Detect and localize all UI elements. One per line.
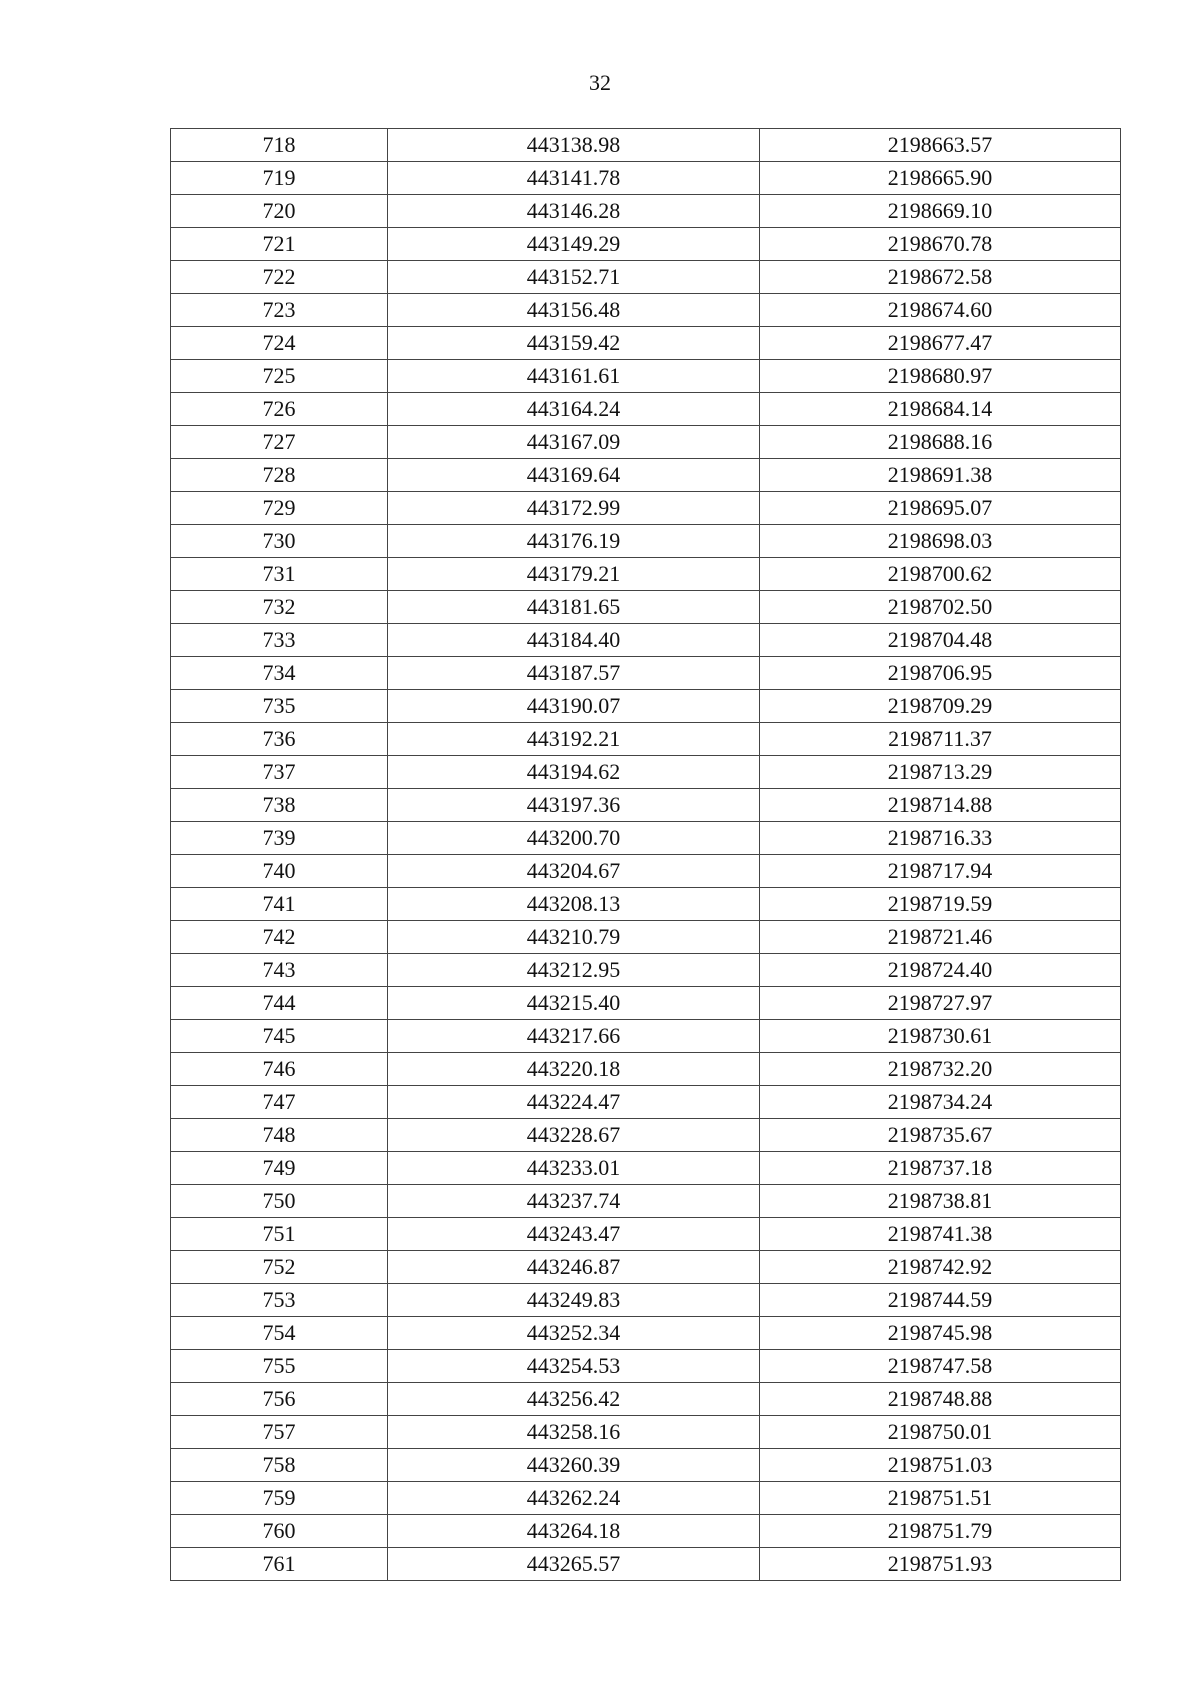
table-row — [171, 657, 1121, 690]
x-coordinate-cell: 443181.65 — [388, 591, 760, 624]
x-coordinate-cell: 443220.18 — [388, 1053, 760, 1086]
y-coordinate-cell: 2198748.88 — [760, 1383, 1121, 1416]
y-coordinate-cell: 2198716.33 — [760, 822, 1121, 855]
table-row — [171, 1086, 1121, 1119]
x-coordinate-cell: 443228.67 — [388, 1119, 760, 1152]
point-number-cell: 750 — [171, 1185, 388, 1218]
table-row — [171, 459, 1121, 492]
point-number-cell: 757 — [171, 1416, 388, 1449]
point-number-cell: 751 — [171, 1218, 388, 1251]
y-coordinate-cell: 2198677.47 — [760, 327, 1121, 360]
point-number-cell: 734 — [171, 657, 388, 690]
y-coordinate-cell: 2198670.78 — [760, 228, 1121, 261]
x-coordinate-cell: 443146.28 — [388, 195, 760, 228]
point-number-cell: 719 — [171, 162, 388, 195]
table-row — [171, 1317, 1121, 1350]
x-coordinate-cell: 443141.78 — [388, 162, 760, 195]
point-number-cell: 754 — [171, 1317, 388, 1350]
table-row — [171, 1053, 1121, 1086]
point-number-cell: 740 — [171, 855, 388, 888]
point-number-cell: 735 — [171, 690, 388, 723]
point-number-cell: 742 — [171, 921, 388, 954]
x-coordinate-cell: 443156.48 — [388, 294, 760, 327]
point-number-cell: 756 — [171, 1383, 388, 1416]
y-coordinate-cell: 2198735.67 — [760, 1119, 1121, 1152]
y-coordinate-cell: 2198717.94 — [760, 855, 1121, 888]
point-number-cell: 723 — [171, 294, 388, 327]
point-number-cell: 744 — [171, 987, 388, 1020]
point-number-cell: 720 — [171, 195, 388, 228]
x-coordinate-cell: 443210.79 — [388, 921, 760, 954]
y-coordinate-cell: 2198695.07 — [760, 492, 1121, 525]
y-coordinate-cell: 2198691.38 — [760, 459, 1121, 492]
y-coordinate-cell: 2198745.98 — [760, 1317, 1121, 1350]
point-number-cell: 733 — [171, 624, 388, 657]
y-coordinate-cell: 2198680.97 — [760, 360, 1121, 393]
x-coordinate-cell: 443212.95 — [388, 954, 760, 987]
x-coordinate-cell: 443194.62 — [388, 756, 760, 789]
point-number-cell: 759 — [171, 1482, 388, 1515]
x-coordinate-cell: 443167.09 — [388, 426, 760, 459]
table-row — [171, 327, 1121, 360]
y-coordinate-cell: 2198684.14 — [760, 393, 1121, 426]
x-coordinate-cell: 443260.39 — [388, 1449, 760, 1482]
x-coordinate-cell: 443249.83 — [388, 1284, 760, 1317]
x-coordinate-cell: 443176.19 — [388, 525, 760, 558]
table-row — [171, 1119, 1121, 1152]
x-coordinate-cell: 443149.29 — [388, 228, 760, 261]
table-row — [171, 1482, 1121, 1515]
point-number-cell: 745 — [171, 1020, 388, 1053]
y-coordinate-cell: 2198672.58 — [760, 261, 1121, 294]
table-row — [171, 1548, 1121, 1581]
table-row — [171, 789, 1121, 822]
table-row — [171, 162, 1121, 195]
table-row — [171, 294, 1121, 327]
y-coordinate-cell: 2198742.92 — [760, 1251, 1121, 1284]
point-number-cell: 728 — [171, 459, 388, 492]
coordinates-table — [170, 128, 1121, 1581]
y-coordinate-cell: 2198751.79 — [760, 1515, 1121, 1548]
point-number-cell: 727 — [171, 426, 388, 459]
x-coordinate-cell: 443217.66 — [388, 1020, 760, 1053]
x-coordinate-cell: 443190.07 — [388, 690, 760, 723]
x-coordinate-cell: 443254.53 — [388, 1350, 760, 1383]
point-number-cell: 737 — [171, 756, 388, 789]
y-coordinate-cell: 2198719.59 — [760, 888, 1121, 921]
point-number-cell: 736 — [171, 723, 388, 756]
y-coordinate-cell: 2198724.40 — [760, 954, 1121, 987]
y-coordinate-cell: 2198663.57 — [760, 129, 1121, 162]
table-row — [171, 1152, 1121, 1185]
x-coordinate-cell: 443256.42 — [388, 1383, 760, 1416]
table-row — [171, 1185, 1121, 1218]
x-coordinate-cell: 443172.99 — [388, 492, 760, 525]
point-number-cell: 739 — [171, 822, 388, 855]
table-row — [171, 129, 1121, 162]
x-coordinate-cell: 443224.47 — [388, 1086, 760, 1119]
point-number-cell: 753 — [171, 1284, 388, 1317]
table-row — [171, 1416, 1121, 1449]
x-coordinate-cell: 443237.74 — [388, 1185, 760, 1218]
table-row — [171, 954, 1121, 987]
table-row — [171, 1284, 1121, 1317]
x-coordinate-cell: 443184.40 — [388, 624, 760, 657]
table-row — [171, 525, 1121, 558]
table-row — [171, 1251, 1121, 1284]
table-row — [171, 987, 1121, 1020]
x-coordinate-cell: 443204.67 — [388, 855, 760, 888]
table-row — [171, 1218, 1121, 1251]
point-number-cell: 746 — [171, 1053, 388, 1086]
x-coordinate-cell: 443200.70 — [388, 822, 760, 855]
point-number-cell: 724 — [171, 327, 388, 360]
point-number-cell: 722 — [171, 261, 388, 294]
table-row — [171, 228, 1121, 261]
y-coordinate-cell: 2198734.24 — [760, 1086, 1121, 1119]
y-coordinate-cell: 2198737.18 — [760, 1152, 1121, 1185]
x-coordinate-cell: 443243.47 — [388, 1218, 760, 1251]
y-coordinate-cell: 2198751.03 — [760, 1449, 1121, 1482]
y-coordinate-cell: 2198727.97 — [760, 987, 1121, 1020]
point-number-cell: 718 — [171, 129, 388, 162]
y-coordinate-cell: 2198698.03 — [760, 525, 1121, 558]
table-row — [171, 558, 1121, 591]
x-coordinate-cell: 443169.64 — [388, 459, 760, 492]
table-row — [171, 1020, 1121, 1053]
table-row — [171, 888, 1121, 921]
y-coordinate-cell: 2198711.37 — [760, 723, 1121, 756]
y-coordinate-cell: 2198709.29 — [760, 690, 1121, 723]
table-row — [171, 1515, 1121, 1548]
y-coordinate-cell: 2198669.10 — [760, 195, 1121, 228]
point-number-cell: 761 — [171, 1548, 388, 1581]
y-coordinate-cell: 2198721.46 — [760, 921, 1121, 954]
x-coordinate-cell: 443208.13 — [388, 888, 760, 921]
y-coordinate-cell: 2198700.62 — [760, 558, 1121, 591]
point-number-cell: 747 — [171, 1086, 388, 1119]
x-coordinate-cell: 443164.24 — [388, 393, 760, 426]
y-coordinate-cell: 2198747.58 — [760, 1350, 1121, 1383]
x-coordinate-cell: 443187.57 — [388, 657, 760, 690]
point-number-cell: 730 — [171, 525, 388, 558]
x-coordinate-cell: 443179.21 — [388, 558, 760, 591]
table-row — [171, 756, 1121, 789]
table-row — [171, 921, 1121, 954]
table-row — [171, 624, 1121, 657]
x-coordinate-cell: 443161.61 — [388, 360, 760, 393]
y-coordinate-cell: 2198674.60 — [760, 294, 1121, 327]
table-row — [171, 393, 1121, 426]
point-number-cell: 725 — [171, 360, 388, 393]
point-number-cell: 743 — [171, 954, 388, 987]
y-coordinate-cell: 2198730.61 — [760, 1020, 1121, 1053]
table-row — [171, 360, 1121, 393]
table-row — [171, 1350, 1121, 1383]
table-row — [171, 591, 1121, 624]
y-coordinate-cell: 2198741.38 — [760, 1218, 1121, 1251]
x-coordinate-cell: 443159.42 — [388, 327, 760, 360]
x-coordinate-cell: 443262.24 — [388, 1482, 760, 1515]
point-number-cell: 732 — [171, 591, 388, 624]
point-number-cell: 758 — [171, 1449, 388, 1482]
x-coordinate-cell: 443197.36 — [388, 789, 760, 822]
y-coordinate-cell: 2198704.48 — [760, 624, 1121, 657]
y-coordinate-cell: 2198751.51 — [760, 1482, 1121, 1515]
point-number-cell: 755 — [171, 1350, 388, 1383]
table-row — [171, 723, 1121, 756]
y-coordinate-cell: 2198713.29 — [760, 756, 1121, 789]
page-number: 32 — [589, 70, 611, 95]
point-number-cell: 721 — [171, 228, 388, 261]
y-coordinate-cell: 2198751.93 — [760, 1548, 1121, 1581]
y-coordinate-cell: 2198714.88 — [760, 789, 1121, 822]
y-coordinate-cell: 2198706.95 — [760, 657, 1121, 690]
point-number-cell: 741 — [171, 888, 388, 921]
x-coordinate-cell: 443252.34 — [388, 1317, 760, 1350]
x-coordinate-cell: 443138.98 — [388, 129, 760, 162]
x-coordinate-cell: 443246.87 — [388, 1251, 760, 1284]
point-number-cell: 729 — [171, 492, 388, 525]
point-number-cell: 731 — [171, 558, 388, 591]
table-row — [171, 492, 1121, 525]
table-row — [171, 195, 1121, 228]
table-row — [171, 1383, 1121, 1416]
table-row — [171, 690, 1121, 723]
point-number-cell: 752 — [171, 1251, 388, 1284]
y-coordinate-cell: 2198738.81 — [760, 1185, 1121, 1218]
table-row — [171, 1449, 1121, 1482]
table-row — [171, 261, 1121, 294]
coordinates-table-body — [171, 129, 1121, 1581]
x-coordinate-cell: 443215.40 — [388, 987, 760, 1020]
x-coordinate-cell: 443265.57 — [388, 1548, 760, 1581]
table-row — [171, 855, 1121, 888]
y-coordinate-cell: 2198744.59 — [760, 1284, 1121, 1317]
y-coordinate-cell: 2198688.16 — [760, 426, 1121, 459]
x-coordinate-cell: 443192.21 — [388, 723, 760, 756]
x-coordinate-cell: 443264.18 — [388, 1515, 760, 1548]
y-coordinate-cell: 2198665.90 — [760, 162, 1121, 195]
y-coordinate-cell: 2198702.50 — [760, 591, 1121, 624]
y-coordinate-cell: 2198732.20 — [760, 1053, 1121, 1086]
table-row — [171, 426, 1121, 459]
point-number-cell: 749 — [171, 1152, 388, 1185]
point-number-cell: 760 — [171, 1515, 388, 1548]
x-coordinate-cell: 443258.16 — [388, 1416, 760, 1449]
point-number-cell: 748 — [171, 1119, 388, 1152]
table-row — [171, 822, 1121, 855]
point-number-cell: 738 — [171, 789, 388, 822]
x-coordinate-cell: 443233.01 — [388, 1152, 760, 1185]
y-coordinate-cell: 2198750.01 — [760, 1416, 1121, 1449]
x-coordinate-cell: 443152.71 — [388, 261, 760, 294]
point-number-cell: 726 — [171, 393, 388, 426]
